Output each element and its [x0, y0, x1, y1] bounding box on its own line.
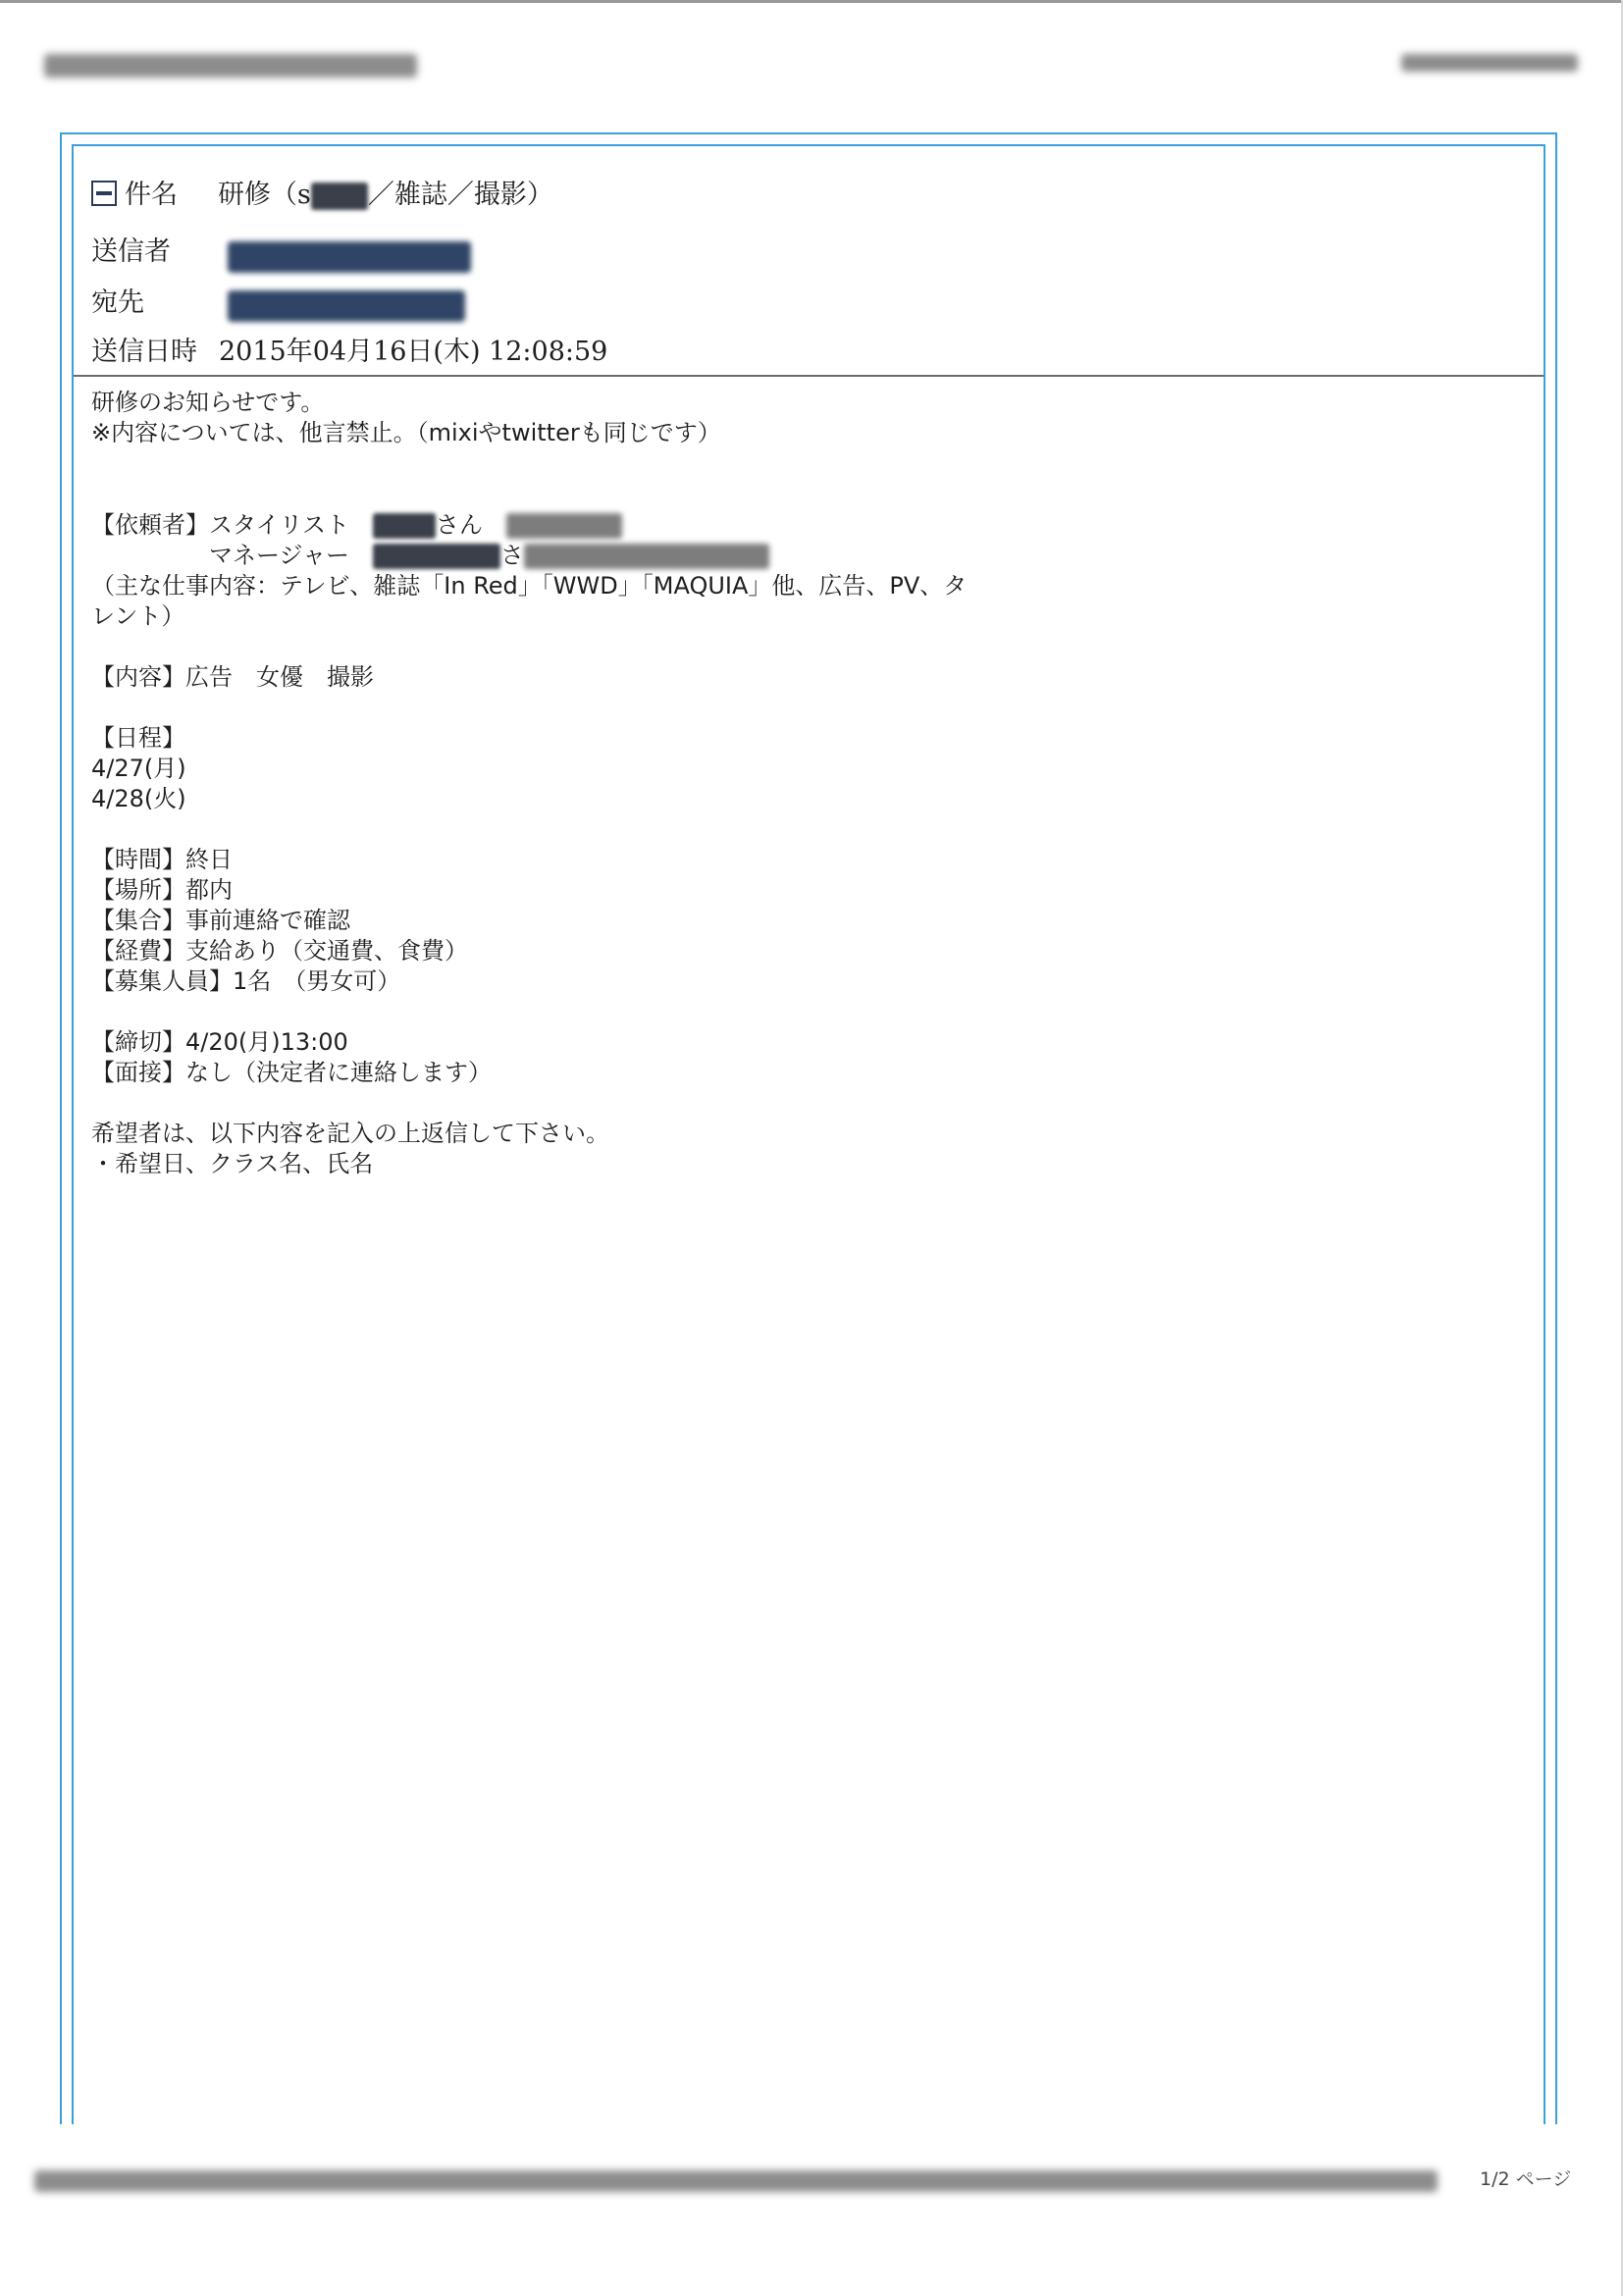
body-line: 【締切】4/20(月)13:00 [91, 1028, 348, 1056]
body-line: 【経費】支給あり（交通費、食費） [91, 937, 468, 965]
redacted-header-title [44, 54, 417, 78]
body-line: 【場所】都内 [91, 876, 233, 904]
redacted-header-right [1401, 54, 1578, 72]
body-line: 【時間】終日 [91, 846, 233, 873]
redacted-stylist-name [373, 513, 436, 539]
requester-line [91, 510, 622, 541]
body-line: 【募集人員】1名 （男女可） [91, 967, 401, 995]
body-line: 研修のお知らせです。 [91, 389, 325, 416]
subject-prefix: 研修（s [218, 180, 311, 210]
redacted-subject-part [311, 183, 368, 210]
requester-san: さん [436, 511, 507, 539]
body-line: ・希望日、クラス名、氏名 [91, 1150, 374, 1177]
body-line: レント） [91, 602, 185, 630]
collapse-icon[interactable] [91, 181, 117, 206]
subject-label: 件名 [125, 180, 178, 210]
body-line: 【日程】 [91, 724, 185, 752]
scan-edge [0, 0, 1623, 3]
redacted-stylist-contact [506, 513, 622, 539]
body-line: 【面接】なし（決定者に連絡します） [91, 1059, 492, 1086]
to-row [91, 284, 219, 323]
date-row [91, 333, 607, 372]
redacted-sender [228, 241, 471, 273]
manager-sa: さ [500, 542, 525, 569]
redacted-manager-name [373, 544, 500, 569]
manager-line [91, 541, 769, 571]
redacted-recipient [228, 290, 465, 322]
redacted-footer-url [34, 2170, 1438, 2192]
mail-panel [72, 144, 1545, 2124]
body-line: 【内容】広告 女優 撮影 [91, 663, 374, 691]
subject-value [218, 176, 553, 215]
date-label: 送信日時 [91, 337, 197, 367]
to-label: 宛先 [91, 287, 144, 318]
subject-suffix: ／雑誌／撮影） [367, 180, 553, 210]
body-line: 希望者は、以下内容を記入の上返信して下さい。 [91, 1120, 609, 1147]
mail-header [74, 146, 1544, 377]
mail-frame [60, 132, 1557, 2124]
subject-row [91, 176, 553, 215]
page-number: 1/2 ページ [1480, 2168, 1572, 2190]
body-line: （主な仕事内容：テレビ、雑誌「In Red」「WWD」「MAQUIA」他、広告、PV、タ [91, 572, 968, 600]
redacted-manager-contact [524, 544, 769, 569]
manager-label: マネージャー [91, 542, 374, 569]
sender-row [91, 233, 219, 272]
date-value: 2015年04月16日(木) 12:08:59 [219, 337, 608, 367]
body-line: 4/27(月) [91, 755, 186, 782]
body-line: 4/28(火) [91, 785, 186, 812]
sender-label: 送信者 [91, 236, 171, 267]
body-line: 【集合】事前連絡で確認 [91, 907, 350, 934]
body-line: ※内容については、他言禁止。（mixiやtwitterも同じです） [91, 419, 721, 446]
requester-label: 【依頼者】スタイリスト [91, 511, 374, 539]
